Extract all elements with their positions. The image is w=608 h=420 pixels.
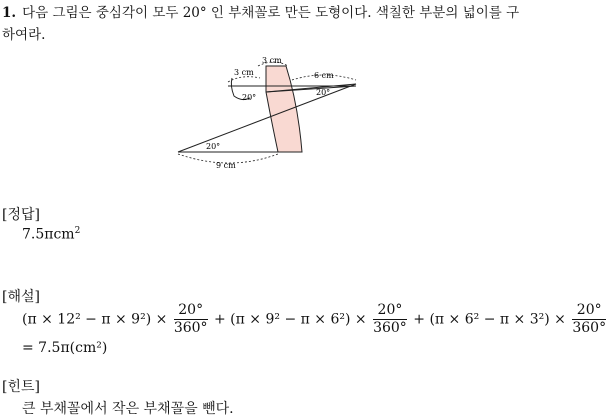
formula-part-3: + (π × 6² − π × 3²) ×: [413, 311, 566, 328]
solution-formula: [22, 302, 608, 337]
sector-figure: [170, 54, 365, 174]
hint-label: [힌트]: [2, 379, 40, 395]
label-9cm: 9 cm: [216, 161, 236, 170]
formula-part-2: + (π × 9² − π × 6²) ×: [214, 311, 367, 328]
angle-label-3: 20°: [206, 142, 221, 151]
hint-text: 큰 부채꼴에서 작은 부채꼴을 뺀다.: [22, 401, 234, 417]
label-3cm-top: 3 cm: [262, 56, 282, 65]
question-text: 다음 그림은 중심각이 모두 20° 인 부채꼴로 만든 도형이다. 색칠한 부분의 넓이를 구하여라.: [2, 5, 520, 43]
solution-result: = 7.5π(cm²): [22, 340, 108, 356]
question: [2, 2, 530, 46]
answer-label: [정답]: [2, 207, 40, 223]
question-number: 1.: [2, 5, 17, 21]
label-3cm-left: 3 cm: [234, 68, 254, 77]
answer-value: 7.5πcm$^2$: [22, 226, 81, 243]
angle-label-1: 20°: [242, 93, 257, 102]
solution-label: [해설]: [2, 289, 40, 305]
angle-label-2: 20°: [316, 88, 331, 97]
label-6cm: 6 cm: [314, 71, 334, 80]
fraction-1: $\frac{20^\circ}{360^\circ}$: [173, 302, 208, 336]
dim-3cm-left: [228, 77, 260, 82]
fraction-3: $\frac{20^\circ}{360^\circ}$: [572, 302, 607, 336]
fraction-2: $\frac{20^\circ}{360^\circ}$: [373, 302, 407, 336]
formula-part-1: (π × 12² − π × 9²) ×: [22, 311, 168, 328]
